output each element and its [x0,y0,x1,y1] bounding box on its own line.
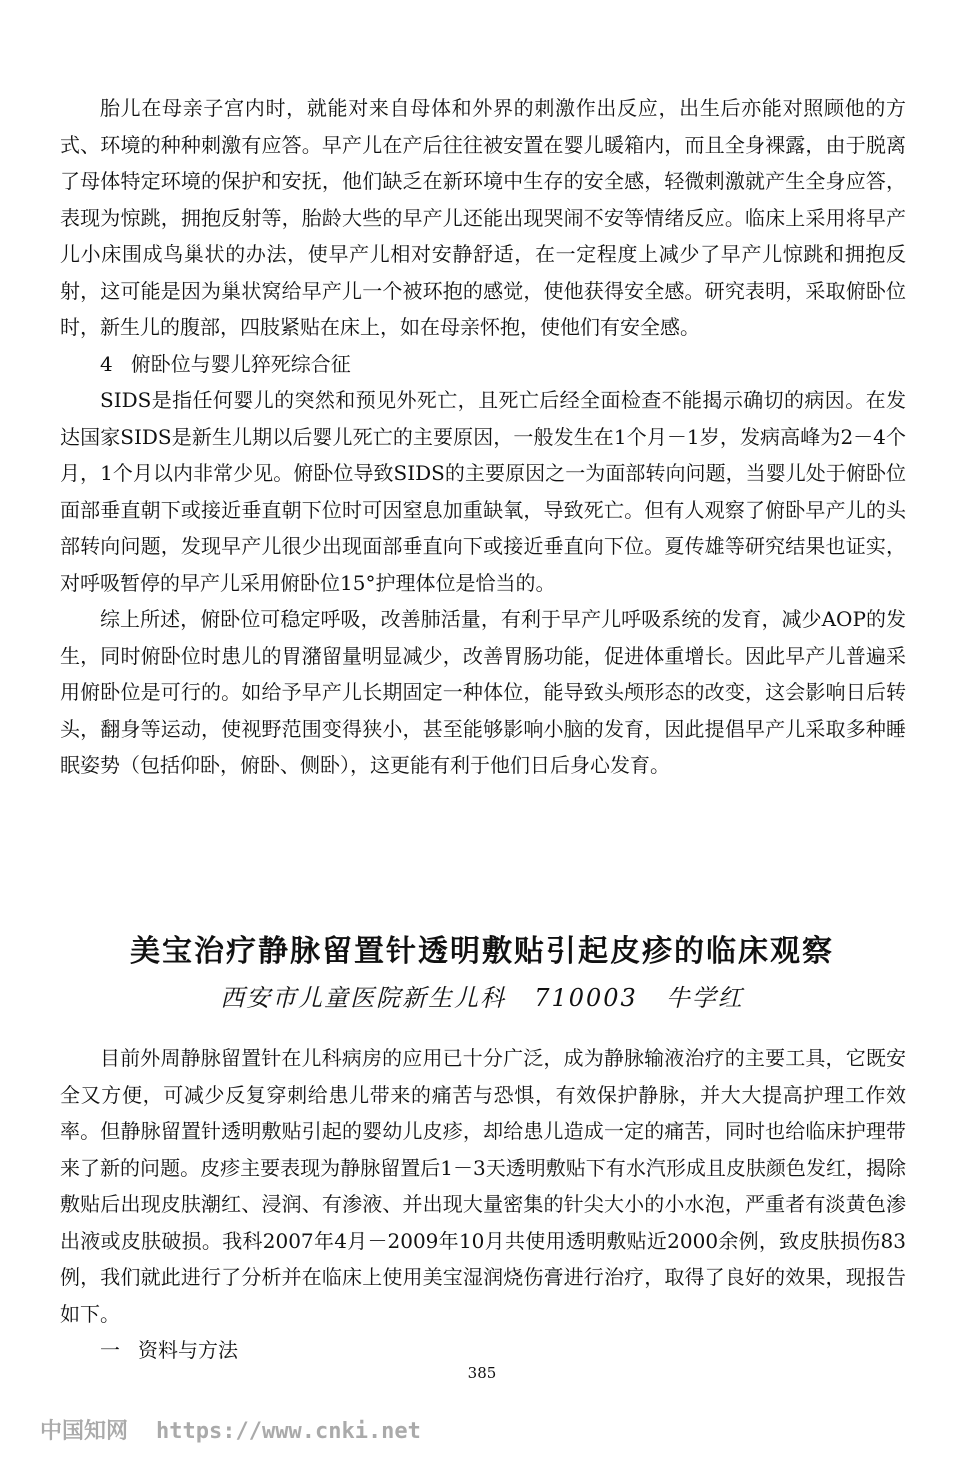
upper-text-block [60,90,906,784]
paragraph-introduction: 目前外周静脉留置针在儿科病房的应用已十分广泛，成为静脉输液治疗的主要工具，它既安全又方便，可减少反复穿刺给患儿带来的痛苦与恐惧，有效保护静脉，并大大提高护理工作效率。但静脉留置针透明敷贴引起的婴幼儿皮疹，却给患儿造成一定的痛苦，同时也给临床护理带来了新的问题。皮疹主要表现为静脉留置后1－3天透明敷贴下有水汽形成且皮肤颜色发红，揭除敷贴后出现皮肤潮红、浸润、有渗液、并出现大量密集的针尖大小的小水泡，严重者有淡黄色渗出液或皮肤破损。我科2007年4月－2009年10月共使用透明敷贴近2000余例，致皮肤损伤83例，我们就此进行了分析并在临床上使用美宝湿润烧伤膏进行治疗，取得了良好的效果，现报告如下。 [60,1046,906,1326]
article-title: 美宝治疗静脉留置针透明敷贴引起皮疹的临床观察 [130,934,834,969]
paragraph-sids: SIDS是指任何婴儿的突然和预见外死亡，且死亡后经全面检查不能揭示确切的病因。在发达国家SIDS是新生儿期以后婴儿死亡的主要原因，一般发生在1个月－1岁，发病高峰为2－4个月，1个月以内非常少见。俯卧位导致SIDS的主要原因之一为面部转向问题，当婴儿处于俯卧位面部垂直朝下或接近垂直朝下位时可因窒息加重缺氧，导致死亡。但有人观察了俯卧早产儿的头部转向问题，发现早产儿很少出现面部垂直向下或接近垂直向下位。夏传雄等研究结果也证实，对呼吸暂停的早产儿采用俯卧位15°护理体位是恰当的。 [60,388,906,595]
section-title: 俯卧位与婴儿猝死综合征 [130,351,351,376]
postcode: 710003 [534,984,638,1012]
article-body [60,1040,906,1369]
watermark-footer [40,1414,449,1445]
site-url: https://www.cnki.net [156,1419,421,1444]
page-number: 385 [467,1364,497,1382]
article-byline [0,978,964,1013]
author-affiliation: 西安市儿童医院新生儿科 [220,984,507,1012]
section-title: 资料与方法 [138,1338,238,1362]
author-name: 牛学红 [665,984,744,1012]
section-heading-4 [60,346,906,383]
section-number: 一 [100,1338,120,1362]
paragraph-summary: 综上所述，俯卧位可稳定呼吸，改善肺活量，有利于早产儿呼吸系统的发育，减少AOP的发生，同时俯卧位时患儿的胃潴留量明显减少，改善胃肠功能，促进体重增长。因此早产儿普遍采用俯卧位是可行的。如给予早产儿长期固定一种体位，能导致头颅形态的改变，这会影响日后转头，翻身等运动，使视野范围变得狭小，甚至能够影响小脑的发育，因此提倡早产儿采取多种睡眠姿势（包括仰卧，俯卧、侧卧），这更能有利于他们日后身心发育。 [60,607,906,777]
section-number: 4 [100,351,113,376]
site-name: 中国知网 [40,1419,129,1444]
paragraph-security-feeling: 胎儿在母亲子宫内时，就能对来自母体和外界的刺激作出反应，出生后亦能对照顾他的方式、环境的种种刺激有应答。早产儿在产后往往被安置在婴儿暖箱内，而且全身裸露，由于脱离了母体特定环境的保护和安抚，他们缺乏在新环境中生存的安全感，轻微刺激就产生全身应答，表现为惊跳，拥抱反射等，胎龄大些的早产儿还能出现哭闹不安等情绪反应。临床上采用将早产儿小床围成鸟巢状的办法，使早产儿相对安静舒适，在一定程度上减少了早产儿惊跳和拥抱反射，这可能是因为巢状窝给早产儿一个被环抱的感觉，使他获得安全感。研究表明，采取俯卧位时，新生儿的腹部，四肢紧贴在床上，如在母亲怀抱，使他们有安全感。 [60,96,906,339]
